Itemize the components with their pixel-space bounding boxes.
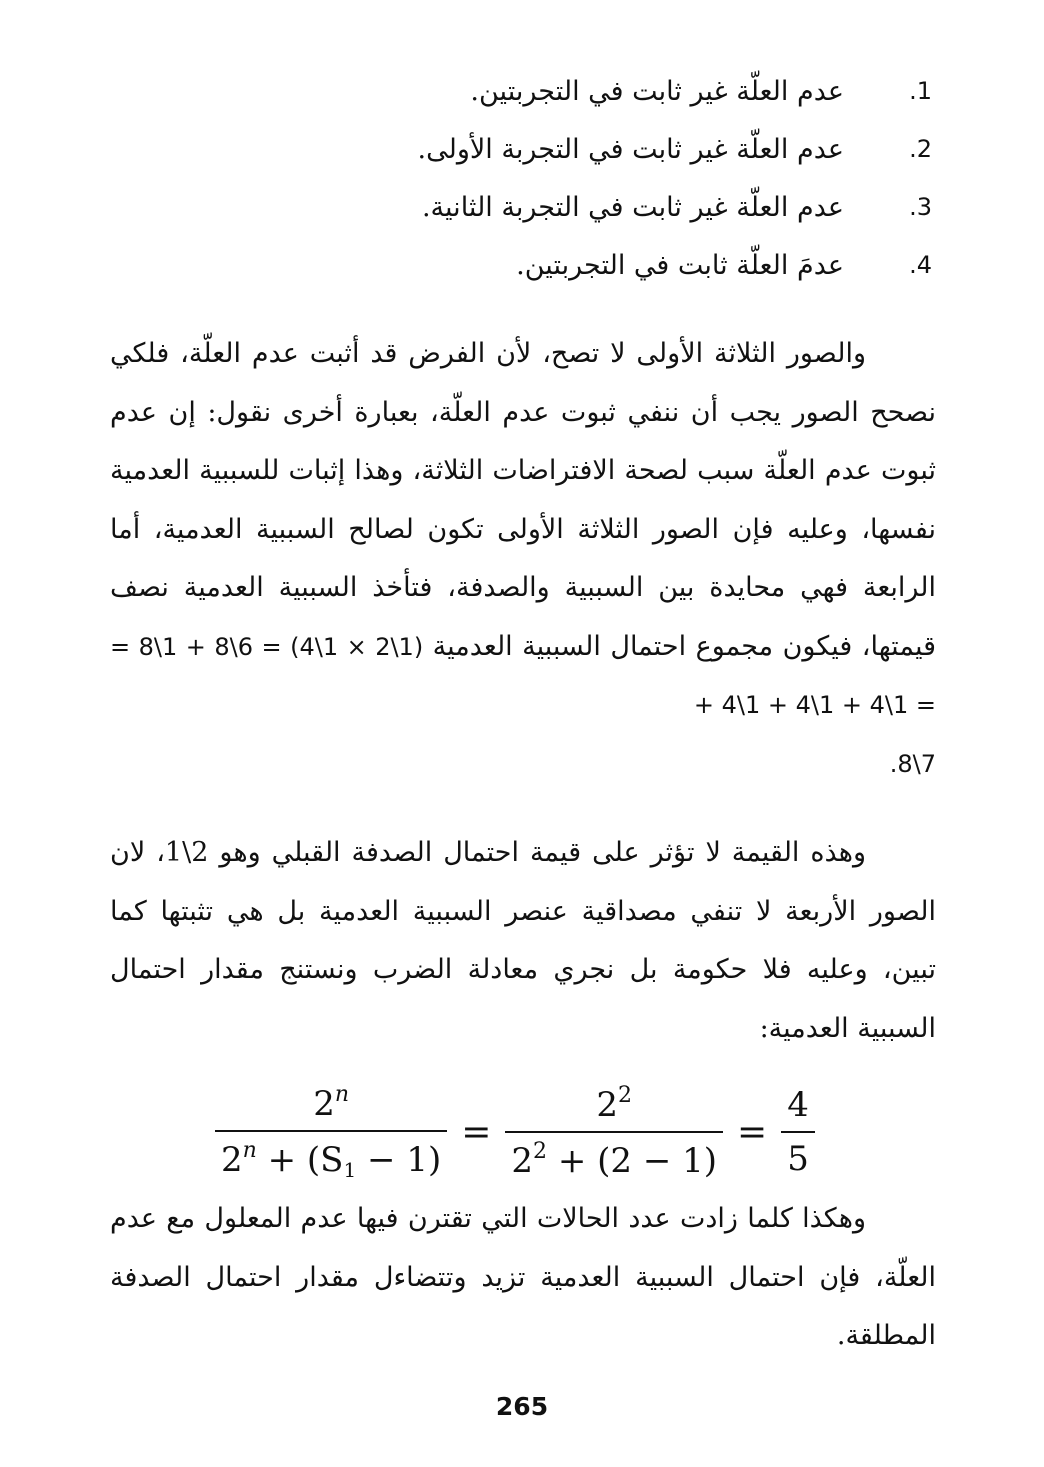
- denominator-term: + (2 − 1): [547, 1141, 718, 1181]
- equals-sign: =: [461, 1111, 492, 1153]
- paragraph-conclusion: [110, 1190, 936, 1366]
- fraction-result: [781, 1085, 815, 1179]
- denominator-base: 2: [511, 1141, 534, 1181]
- list-item: [112, 62, 932, 120]
- denominator-subscript: 1: [343, 1158, 357, 1182]
- paragraph-prior-probability: [110, 824, 936, 1058]
- list-number: .3: [909, 193, 932, 221]
- fraction-bar: [215, 1130, 447, 1132]
- list-item: [112, 120, 932, 178]
- fraction-numerator: 4: [787, 1085, 809, 1125]
- fraction-general: [215, 1082, 447, 1182]
- paragraph-causality-cases: [110, 325, 936, 793]
- denominator-exponent: 2: [533, 1139, 548, 1164]
- paragraph-text: وهكذا كلما زادت عدد الحالات التي تقترن فيها عدم المعلول مع عدم العلّة، فإن احتمال السببية العدمية تزيد وتتضاءل مقدار احتمال الصدفة المطلقة.: [110, 1203, 936, 1351]
- denominator-term-end: − 1): [356, 1140, 442, 1180]
- list-item-text: عدمَ العلّة ثابت في التجربتين.: [516, 249, 844, 281]
- list-item: [112, 236, 932, 294]
- list-item-text: عدم العلّة غير ثابت في التجربة الثانية.: [421, 191, 844, 223]
- page-number: 265: [495, 1392, 549, 1421]
- numerator-base: 2: [313, 1084, 335, 1124]
- numerator-exponent: n: [334, 1082, 350, 1107]
- list-number: .4: [909, 251, 932, 279]
- denominator-base: 2: [221, 1140, 243, 1180]
- fraction-denominator: 5: [787, 1139, 809, 1179]
- list-number: .2: [909, 135, 932, 163]
- fraction-numerator: [307, 1082, 355, 1124]
- fraction-numerator: [590, 1083, 638, 1125]
- fraction-bar: [781, 1131, 815, 1133]
- paragraph-text: والصور الثلاثة الأولى لا تصح، لأن الفرض قد أثبت عدم العلّة، فلكي نصحح الصور يجب أن ننفي ثبوت عدم العلّة، بعبارة أخرى نقول: إن عدم ثبوت عدم العلّة سبب لصحة الافتراضات الثلاثة، وهذا إثبات للسببية العدمية نفسها، وعليه فإن الصور الثلاثة الأولى تكون لصالح السببية العدمية، أما الرابعة فهي محايدة بين السببية والصدفة، فتأخذ السببية العدمية نصف قيمتها، فيكون مجموع احتمال السببية العدمية: [110, 338, 936, 662]
- fraction-denominator: [505, 1139, 723, 1181]
- fraction-bar: [505, 1131, 723, 1133]
- denominator-exponent: n: [242, 1138, 257, 1163]
- numerator-base: 2: [596, 1085, 619, 1125]
- fraction-specific: [505, 1083, 723, 1181]
- list-number: .1: [909, 77, 932, 105]
- list-item-text: عدم العلّة غير ثابت في التجربتين.: [470, 75, 844, 107]
- denominator-term: + (S: [256, 1140, 344, 1180]
- probability-equation: = 8\1 + 8\6 = (4\1 × 2\1) + 4\1 + 4\1 + 4\1 =: [110, 632, 936, 719]
- probability-result: .8\7: [889, 749, 936, 778]
- paragraph-text: وهذه القيمة لا تؤثر على قيمة احتمال الصدفة القبلي وهو 2\1، لان الصور الأربعة لا تنفي مصداقية عنصر السببية العدمية بل هي تثبتها كما تبين، وعليه فلا حكومة بل نجري معادلة الضرب ونستنج مقدار احتمال السببية العدمية:: [110, 837, 936, 1044]
- fraction-denominator: [215, 1138, 447, 1182]
- equals-sign: =: [737, 1111, 768, 1153]
- list-item-text: عدم العلّة غير ثابت في التجربة الأولى.: [417, 133, 844, 165]
- list-item: [112, 178, 932, 236]
- numbered-list: [112, 62, 932, 294]
- numerator-exponent: 2: [618, 1083, 633, 1108]
- probability-formula: [215, 1082, 835, 1182]
